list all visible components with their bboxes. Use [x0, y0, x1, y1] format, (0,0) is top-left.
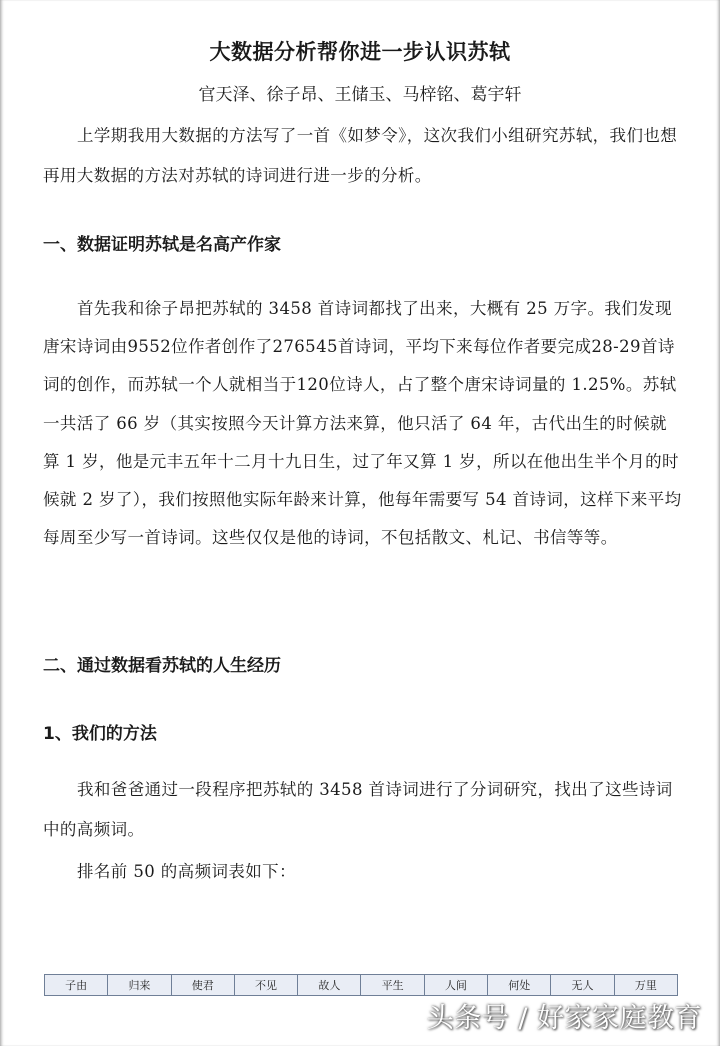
table-cell: 子由 [45, 975, 108, 996]
subsection-heading-method: 1、我们的方法 [43, 724, 157, 744]
section1-paragraph: 首先我和徐子昂把苏轼的 3458 首诗词都找了出来，大概有 25 万字。我们发现唐宋诗词由9552位作者创作了276545首诗词，平均下来每位作者要完成28-29首诗词的创作，而苏轼一个人就相当于120位诗人，占了整个唐宋诗词量的 1.25%。苏轼一共活了 66 岁（其实按照今天计算方法来算，他只活了 64 年，古代出生的时候就算 1 岁，他是元丰五年十二月十九日生，过了年又算 1 岁，所以在他出生半个月的时候就 2 岁了），我们按照他实际年龄来计算，他每年需要写 54 首诗词，这样下来平均每周至少写一首诗词。这些仅仅是他的诗词，不包括散文、札记、书信等等。 [43, 299, 682, 548]
watermark-text: 头条号 / 好家家庭教育 [426, 1003, 702, 1034]
table-intro-text: 排名前 50 的高频词表如下： [77, 862, 296, 881]
table-cell: 使君 [171, 975, 234, 996]
high-frequency-word-table [44, 974, 678, 996]
table-cell: 人间 [424, 975, 487, 996]
table-cell: 何处 [488, 975, 551, 996]
method-paragraph: 我和爸爸通过一段程序把苏轼的 3458 首诗词进行了分词研究，找出了这些诗词中的高频词。 [43, 780, 673, 839]
table-cell: 平生 [361, 975, 424, 996]
table-cell: 无人 [551, 975, 614, 996]
intro-paragraph: 上学期我用大数据的方法写了一首《如梦令》，这次我们小组研究苏轼，我们也想再用大数据的方法对苏轼的诗词进行进一步的分析。 [43, 126, 678, 185]
document-title: 大数据分析帮你进一步认识苏轼 [209, 40, 511, 64]
table-cell: 万里 [614, 975, 677, 996]
author-list: 官天泽、徐子昂、王储玉、马梓铭、葛宇轩 [198, 85, 522, 105]
table-row [45, 975, 678, 996]
section-heading-2: 二、通过数据看苏轼的人生经历 [43, 656, 281, 676]
table-cell: 归来 [108, 975, 171, 996]
table-cell: 不见 [234, 975, 297, 996]
section-heading-1: 一、数据证明苏轼是名高产作家 [43, 235, 281, 255]
table-cell: 故人 [298, 975, 361, 996]
